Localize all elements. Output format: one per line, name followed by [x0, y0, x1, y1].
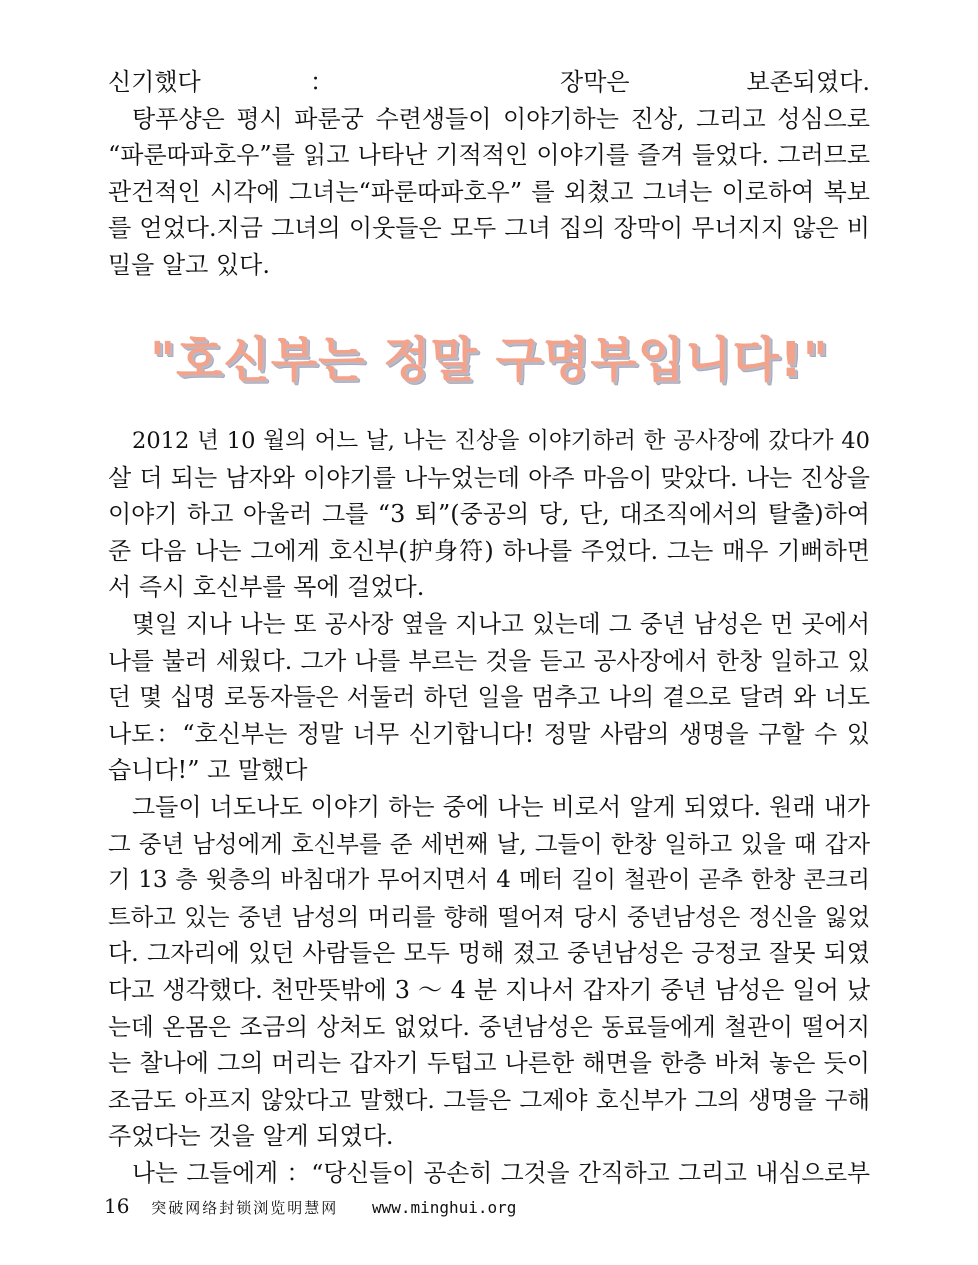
text-line: 그 중년 남성에게 호신부를 준 세번째 날, 그들이 한창 일하고 있을 때 갑자	[108, 829, 870, 858]
footer-site-name: 突破网络封锁浏览明慧网	[151, 1199, 339, 1217]
text-line: 그들이 너도나도 이야기 하는 중에 나는 비로서 알게 되였다. 원래 내가	[132, 792, 870, 821]
text-line: 살 더 되는 남자와 이야기를 나누었는데 아주 마음이 맞았다. 나는 진상을	[108, 463, 870, 492]
article-top-text	[108, 64, 870, 284]
text-line: 다고 생각했다. 천만뜻밖에 3 ～ 4 분 지나서 갑자기 중년 남성은 일어 났	[108, 975, 870, 1004]
article-main-text	[108, 423, 870, 1191]
text-line: 2012 년 10 월의 어느 날, 나는 진상을 이야기하러 한 공사장에 갔다가 40	[132, 428, 870, 454]
text-line: “파룬따파호우”를 읽고 나타난 기적적인 이야기를 즐겨 들었다. 그러므로	[108, 141, 870, 170]
text-line: 이야기 하고 아울러 그를 “3 퇴”(중공의 당, 단, 대조직에서의 탈출)하여	[108, 500, 870, 529]
text-line: 다. 그자리에 있던 사람들은 모두 멍해 졌고 중년남성은 긍정코 잘못 되였	[108, 939, 870, 968]
text-line: 습니다!” 고 말했다	[108, 756, 308, 785]
text-line: 몇일 지나 나는 또 공사장 옆을 지나고 있는데 그 중년 남성은 먼 곳에서	[132, 609, 870, 638]
text-line: 관건적인 시각에 그녀는“파룬따파호우” 를 외쳤고 그녀는 이로하여 복보	[108, 177, 870, 206]
article-headline: "호신부는 정말 구명부입니다!"	[150, 332, 829, 388]
text-line: 서 즉시 호신부를 목에 걸었다.	[108, 573, 425, 602]
text-line: 나를 불러 세웠다. 그가 나를 부르는 것을 듣고 공사장에서 한창 일하고 있	[108, 646, 870, 675]
text-line: 던 몇 십명 로동자들은 서둘러 하던 일을 멈추고 나의 곁으로 달려 와 너도	[108, 683, 870, 712]
text-line: 조금도 아프지 않았다고 말했다. 그들은 그제야 호신부가 그의 생명을 구해	[108, 1085, 870, 1114]
page-footer	[104, 1194, 516, 1220]
text-line: 밀을 알고 있다.	[108, 250, 270, 279]
text-line: 주었다는 것을 알게 되였다.	[108, 1122, 394, 1151]
text-line: 트하고 있는 중년 남성의 머리를 향해 떨어져 당시 중년남성은 정신을 잃었	[108, 902, 870, 931]
text-line: 를 얻었다.지금 그녀의 이웃들은 모두 그녀 집의 장막이 무너지지 않은 비	[108, 214, 870, 243]
text-line: 탕푸샹은 평시 파룬궁 수련생들이 이야기하는 진상, 그리고 성심으로	[132, 104, 870, 133]
text-line: 신기했다： 장막은 보존되였다.	[108, 68, 870, 96]
text-line: 기 13 층 윗층의 바침대가 무어지면서 4 메터 길이 철관이 곧추 한창 콘크리	[108, 867, 870, 894]
page-number: 16	[104, 1194, 130, 1218]
text-line: 나도：“호신부는 정말 너무 신기합니다! 정말 사람의 생명을 구할 수 있	[108, 719, 870, 748]
text-line: 는 찰나에 그의 머리는 갑자기 두텁고 나른한 해면을 한층 바쳐 놓은 듯이	[108, 1049, 870, 1078]
text-line: 는데 온몸은 조금의 상처도 없었다. 중년남성은 동료들에게 철관이 떨어지	[108, 1012, 870, 1041]
text-line: 준 다음 나는 그에게 호신부(护身符) 하나를 주었다. 그는 매우 기뻐하면	[108, 536, 870, 565]
footer-url: www.minghui.org	[371, 1198, 517, 1217]
text-line: 나는 그들에게 ：“당신들이 공손히 그것을 간직하고 그리고 내심으로부	[132, 1158, 870, 1187]
